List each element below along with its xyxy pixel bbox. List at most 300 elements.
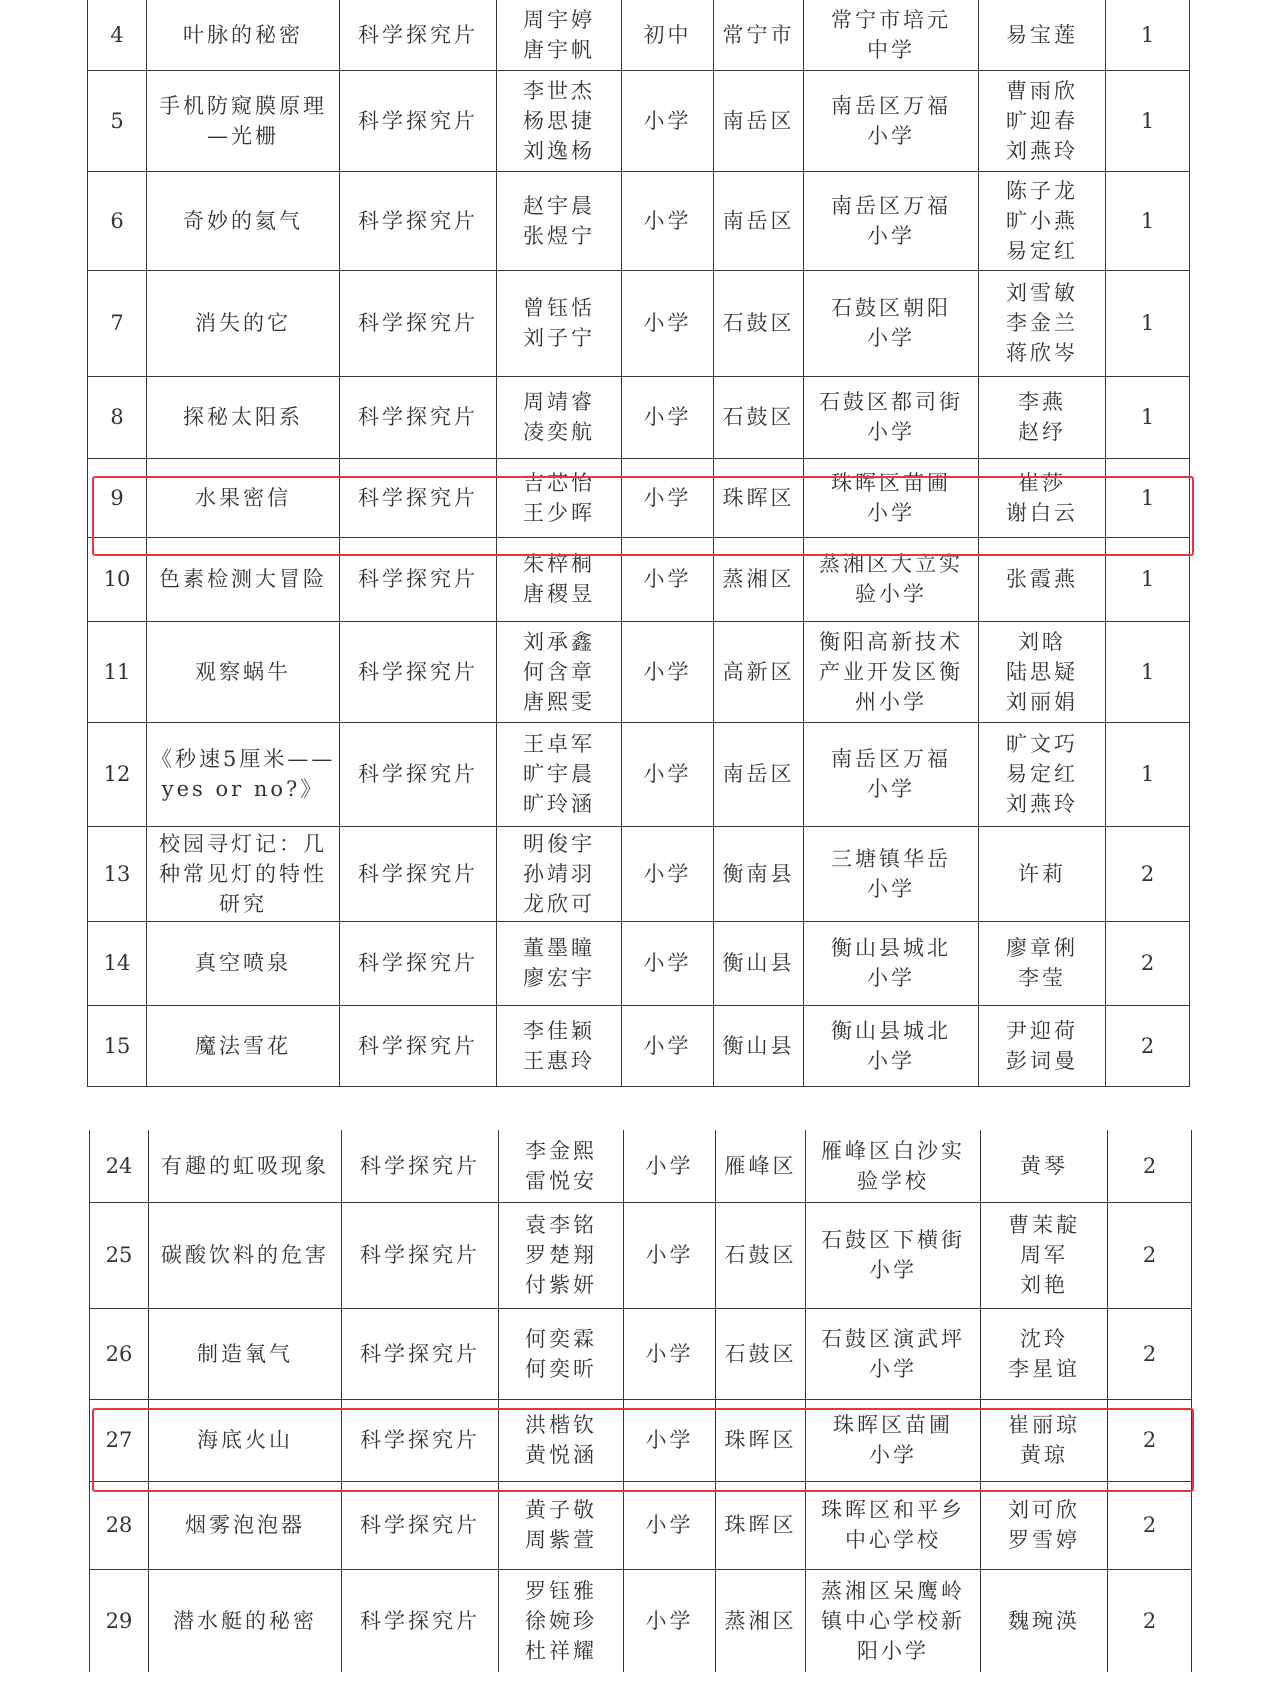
cell-students-line: 黄悦涵 [525,1443,597,1467]
cell-school-line: 珠晖区和平乡 [821,1498,965,1522]
cell-teachers-line: 旷迎春 [1006,108,1078,133]
cell-school-line: 小学 [867,326,915,350]
cell-title-line: 消失的它 [195,311,291,335]
cell-title [147,0,340,70]
cell-level: 小学 [622,537,714,621]
cell-students-line: 唐宇帆 [523,37,595,62]
cell-students-line: 雷悦安 [525,1168,597,1193]
cell-award: 2 [1106,1005,1190,1086]
cell-students-line: 周靖睿 [523,390,595,414]
cell-students [497,621,622,722]
cell-title [149,1399,342,1481]
cell-award: 2 [1108,1569,1192,1672]
cell-number: 10 [88,537,147,621]
cell-category: 科学探究片 [340,171,497,270]
cell-title [147,722,340,826]
cell-students-line: 王惠玲 [523,1048,595,1073]
cell-students [499,1202,624,1308]
cell-category: 科学探究片 [340,376,497,458]
cell-students-line: 孙靖羽 [523,861,595,886]
cell-school [806,1569,981,1672]
cell-students-line: 明俊宇 [523,831,595,856]
cell-district: 高新区 [714,621,804,722]
cell-school [804,1005,979,1086]
cell-number: 4 [88,0,147,70]
cell-school-line: 南岳区万福 [831,93,951,118]
cell-students [499,1308,624,1399]
cell-students-line: 洪楷钦 [525,1413,597,1437]
cell-award: 1 [1106,270,1190,376]
cell-award: 1 [1106,621,1190,722]
cell-title [149,1130,342,1202]
cell-teachers [979,458,1106,537]
table-row [90,1481,1192,1569]
cell-teachers-line: 罗雪婷 [1008,1528,1080,1552]
cell-level: 小学 [624,1399,716,1481]
cell-teachers [981,1202,1108,1308]
cell-school-line: 衡山县城北 [831,1018,951,1043]
cell-teachers-line: 陈子龙 [1006,178,1078,203]
cell-level: 小学 [624,1202,716,1308]
cell-teachers-line: 刘艳 [1020,1273,1068,1297]
cell-title-line: 校园寻灯记：几 [159,831,327,856]
cell-award: 1 [1106,171,1190,270]
cell-title-line: 有趣的虹吸现象 [161,1153,329,1178]
table-row [88,722,1190,826]
cell-students-line: 董墨瞳 [523,936,595,960]
cell-title [149,1308,342,1399]
table-row [88,270,1190,376]
cell-teachers-line: 陆思疑 [1006,659,1078,684]
cell-title [147,826,340,921]
cell-district: 石鼓区 [716,1308,806,1399]
table-row [88,171,1190,270]
cell-school-line: 石鼓区都司街 [819,390,963,414]
cell-title-line: 研究 [219,891,267,916]
cell-teachers [979,376,1106,458]
cell-school-line: 常宁市培元 [831,7,951,32]
cell-teachers-line: 崔莎 [1018,470,1066,495]
cell-school-line: 小学 [867,1048,915,1073]
cell-title [147,376,340,458]
cell-teachers-line: 魏琬渶 [1008,1608,1080,1633]
cell-award: 1 [1106,70,1190,171]
cell-students-line: 赵宇晨 [523,193,595,218]
table-row [90,1202,1192,1308]
cell-students-line: 唐熙雯 [523,689,595,714]
cell-level: 小学 [622,270,714,376]
cell-school-line: 产业开发区衡 [819,659,963,684]
cell-category: 科学探究片 [340,722,497,826]
cell-title-line: 手机防窥膜原理 [159,93,327,118]
cell-category: 科学探究片 [340,0,497,70]
cell-school-line: 小学 [869,1356,917,1381]
cell-teachers-line: 刘燕玲 [1006,138,1078,163]
cell-level: 小学 [622,826,714,921]
cell-school [804,376,979,458]
cell-title [147,921,340,1005]
cell-school [806,1130,981,1202]
cell-title [147,1005,340,1086]
cell-students [499,1569,624,1672]
cell-school-line: 小学 [869,1258,917,1282]
cell-title-line: 种常见灯的特性 [159,861,327,886]
cell-level: 小学 [622,722,714,826]
cell-students [497,722,622,826]
cell-district: 石鼓区 [716,1202,806,1308]
cell-teachers [981,1481,1108,1569]
table-row [88,621,1190,722]
cell-district: 石鼓区 [714,376,804,458]
cell-number: 6 [88,171,147,270]
cell-students-line: 何含章 [523,659,595,684]
cell-award: 2 [1108,1399,1192,1481]
table-row [88,1005,1190,1086]
cell-school-line: 珠晖区苗圃 [831,470,951,495]
cell-level: 小学 [622,376,714,458]
cell-students [497,376,622,458]
cell-teachers [979,70,1106,171]
cell-teachers [981,1569,1108,1672]
cell-number: 24 [90,1130,149,1202]
cell-number: 9 [88,458,147,537]
cell-level: 小学 [622,921,714,1005]
cell-title-line: 真空喷泉 [195,951,291,975]
table-row [90,1399,1192,1481]
cell-title-line: 色素检测大冒险 [159,567,327,591]
awards-table-bottom [89,1130,1192,1672]
cell-students-line: 周紫萱 [525,1528,597,1552]
cell-teachers-line: 廖章俐 [1006,936,1078,960]
cell-students-line: 曾钰恬 [523,296,595,320]
cell-teachers-line: 李星谊 [1008,1356,1080,1381]
cell-teachers-line: 旷文巧 [1006,732,1078,756]
cell-school [804,171,979,270]
cell-school-line: 验学校 [857,1168,929,1193]
cell-number: 8 [88,376,147,458]
cell-category: 科学探究片 [340,621,497,722]
cell-number: 26 [90,1308,149,1399]
cell-students-line: 刘逸杨 [523,138,595,163]
cell-students-line: 李世杰 [523,78,595,103]
cell-teachers [979,1005,1106,1086]
cell-category: 科学探究片 [340,70,497,171]
cell-teachers-line: 刘可欣 [1008,1498,1080,1522]
cell-students [497,537,622,621]
cell-students-line: 王卓军 [523,732,595,756]
cell-school [804,458,979,537]
cell-district: 蒸湘区 [714,537,804,621]
cell-district: 衡山县 [714,1005,804,1086]
cell-title [149,1569,342,1672]
cell-district: 南岳区 [714,722,804,826]
cell-number: 5 [88,70,147,171]
cell-teachers [979,537,1106,621]
cell-school-line: 中学 [867,37,915,62]
table-row [88,376,1190,458]
cell-school-line: 雁峰区白沙实 [821,1138,965,1163]
cell-district: 珠晖区 [714,458,804,537]
cell-school-line: 镇中心学校新 [821,1608,965,1633]
cell-title-line: 魔法雪花 [195,1033,291,1058]
cell-title [149,1481,342,1569]
cell-title [147,621,340,722]
cell-title-line: 碳酸饮料的危害 [161,1243,329,1267]
table-row [88,458,1190,537]
cell-title-line: 奇妙的氦气 [183,208,303,233]
cell-school [806,1308,981,1399]
cell-students-line: 杜祥耀 [525,1638,597,1663]
cell-school-line: 阳小学 [857,1638,929,1663]
cell-category: 科学探究片 [340,826,497,921]
cell-teachers-line: 许莉 [1018,861,1066,886]
cell-title-line: 叶脉的秘密 [183,22,303,47]
cell-category: 科学探究片 [342,1569,499,1672]
cell-teachers-line: 谢白云 [1006,500,1078,525]
cell-school [804,921,979,1005]
cell-category: 科学探究片 [340,270,497,376]
cell-school [804,537,979,621]
cell-students-line: 罗钰雅 [525,1578,597,1603]
cell-students-line: 何奕霖 [525,1326,597,1351]
cell-school-line: 小学 [867,123,915,148]
cell-teachers [979,621,1106,722]
cell-number: 25 [90,1202,149,1308]
cell-teachers-line: 刘丽娟 [1006,689,1078,714]
cell-school-line: 石鼓区下横街 [821,1228,965,1252]
cell-level: 小学 [622,621,714,722]
cell-category: 科学探究片 [340,537,497,621]
cell-students-line: 刘子宁 [523,326,595,350]
cell-students [497,0,622,70]
cell-title-line: 水果密信 [195,485,291,510]
cell-teachers-line: 刘燕玲 [1006,792,1078,816]
cell-level: 初中 [622,0,714,70]
cell-school [804,70,979,171]
cell-school-line: 石鼓区朝阳 [831,296,951,320]
cell-school-line: 三塘镇华岳 [831,846,951,871]
cell-school-line: 小学 [867,500,915,525]
cell-category: 科学探究片 [340,458,497,537]
cell-teachers-line: 黄琴 [1020,1153,1068,1178]
cell-teachers [979,722,1106,826]
cell-teachers-line: 沈玲 [1020,1326,1068,1351]
cell-students [499,1399,624,1481]
cell-school-line: 珠晖区苗圃 [833,1413,953,1437]
cell-level: 小学 [624,1569,716,1672]
cell-award: 2 [1108,1481,1192,1569]
table-row [88,70,1190,171]
cell-school-line: 衡阳高新技术 [819,629,963,654]
cell-school-line: 验小学 [855,582,927,606]
cell-students-line: 朱梓桐 [523,552,595,576]
cell-number: 11 [88,621,147,722]
cell-award: 1 [1106,0,1190,70]
cell-level: 小学 [622,458,714,537]
cell-students-line: 徐婉珍 [525,1608,597,1633]
cell-teachers [979,270,1106,376]
table-row [90,1308,1192,1399]
cell-students-line: 李佳颖 [523,1018,595,1043]
cell-school [806,1399,981,1481]
cell-teachers [979,0,1106,70]
cell-school-line: 南岳区万福 [831,193,951,218]
cell-teachers-line: 黄琼 [1020,1443,1068,1467]
cell-teachers [979,921,1106,1005]
cell-students [497,826,622,921]
cell-school [804,722,979,826]
cell-teachers-line: 李莹 [1018,966,1066,990]
cell-title [147,458,340,537]
cell-level: 小学 [622,70,714,171]
cell-category: 科学探究片 [342,1130,499,1202]
cell-title [147,171,340,270]
cell-level: 小学 [624,1130,716,1202]
cell-students-line: 廖宏宇 [523,966,595,990]
awards-table-top [87,0,1190,1087]
cell-number: 12 [88,722,147,826]
cell-district: 雁峰区 [716,1130,806,1202]
cell-students-line: 袁李铭 [525,1213,597,1237]
cell-teachers-line: 张霞燕 [1006,567,1078,591]
cell-award: 2 [1106,826,1190,921]
cell-number: 7 [88,270,147,376]
cell-school-line: 石鼓区演武坪 [821,1326,965,1351]
cell-school-line: 小学 [867,966,915,990]
cell-school-line: 蒸湘区大立实 [819,552,963,576]
cell-number: 13 [88,826,147,921]
table-row [88,537,1190,621]
cell-teachers-line: 曹茉靛 [1008,1213,1080,1237]
cell-students-line: 旷宇晨 [523,762,595,786]
cell-district: 珠晖区 [716,1481,806,1569]
cell-award: 2 [1108,1202,1192,1308]
cell-teachers-line: 易定红 [1006,238,1078,263]
table-row [90,1130,1192,1202]
cell-students-line: 杨思捷 [523,108,595,133]
cell-students-line: 旷玲涵 [523,792,595,816]
cell-teachers-line: 刘雪敏 [1006,281,1078,305]
cell-school [804,0,979,70]
cell-category: 科学探究片 [340,921,497,1005]
cell-district: 珠晖区 [716,1399,806,1481]
cell-number: 28 [90,1481,149,1569]
cell-students [497,458,622,537]
cell-district: 衡山县 [714,921,804,1005]
cell-title-line: —光栅 [207,123,279,148]
table-row [88,921,1190,1005]
cell-students [499,1481,624,1569]
cell-district: 衡南县 [714,826,804,921]
cell-school [806,1202,981,1308]
cell-students-line: 付紫妍 [525,1273,597,1297]
cell-students-line: 龙欣可 [523,891,595,916]
cell-level: 小学 [622,171,714,270]
cell-number: 14 [88,921,147,1005]
cell-level: 小学 [622,1005,714,1086]
cell-students-line: 吉芯怡 [523,470,595,495]
cell-students [497,70,622,171]
cell-students-line: 唐稷昱 [523,582,595,606]
cell-school-line: 中心学校 [845,1528,941,1552]
cell-students-line: 刘承鑫 [523,629,595,654]
cell-category: 科学探究片 [342,1308,499,1399]
cell-teachers-line: 易定红 [1006,762,1078,786]
cell-district: 南岳区 [714,70,804,171]
cell-category: 科学探究片 [342,1481,499,1569]
cell-teachers-line: 旷小燕 [1006,208,1078,233]
cell-teachers-line: 赵纾 [1018,420,1066,444]
cell-teachers-line: 尹迎荷 [1006,1018,1078,1043]
cell-students [497,171,622,270]
cell-school-line: 小学 [867,420,915,444]
cell-title-line: yes or no?》 [161,777,325,801]
cell-students-line: 张煜宁 [523,223,595,248]
cell-students-line: 李金熙 [525,1138,597,1163]
cell-teachers-line: 彭词曼 [1006,1048,1078,1073]
cell-district: 石鼓区 [714,270,804,376]
cell-teachers-line: 李燕 [1018,390,1066,414]
cell-award: 1 [1106,458,1190,537]
cell-students-line: 黄子敬 [525,1498,597,1522]
cell-teachers-line: 刘晗 [1018,629,1066,654]
cell-students [497,1005,622,1086]
cell-title-line: 探秘太阳系 [183,405,303,429]
cell-district: 南岳区 [714,171,804,270]
cell-school [804,270,979,376]
cell-teachers-line: 蒋欣岑 [1006,341,1078,365]
cell-category: 科学探究片 [342,1202,499,1308]
cell-school-line: 南岳区万福 [831,747,951,771]
cell-award: 2 [1106,921,1190,1005]
cell-students-line: 凌奕航 [523,420,595,444]
cell-teachers [979,171,1106,270]
cell-school-line: 小学 [867,223,915,248]
cell-title [149,1202,342,1308]
cell-number: 15 [88,1005,147,1086]
cell-school-line: 蒸湘区呆鹰岭 [821,1578,965,1603]
cell-number: 27 [90,1399,149,1481]
cell-school [804,826,979,921]
cell-title [147,537,340,621]
cell-students-line: 王少晖 [523,500,595,525]
table-row [88,0,1190,70]
cell-teachers-line: 李金兰 [1006,311,1078,335]
cell-school-line: 衡山县城北 [831,936,951,960]
cell-award: 1 [1106,537,1190,621]
cell-award: 1 [1106,376,1190,458]
cell-students [499,1130,624,1202]
cell-students-line: 周宇婷 [523,7,595,32]
cell-title [147,270,340,376]
cell-title-line: 观察蜗牛 [195,659,291,684]
cell-school-line: 小学 [867,777,915,801]
cell-award: 2 [1108,1308,1192,1399]
cell-teachers [979,826,1106,921]
cell-students [497,270,622,376]
cell-teachers [981,1399,1108,1481]
cell-title-line: 《秒速5厘米—— [151,747,336,771]
cell-students [497,921,622,1005]
cell-level: 小学 [624,1308,716,1399]
cell-teachers [981,1308,1108,1399]
cell-title-line: 海底火山 [197,1428,293,1452]
cell-district: 常宁市 [714,0,804,70]
cell-title-line: 制造氧气 [197,1341,293,1366]
cell-category: 科学探究片 [340,1005,497,1086]
cell-title [147,70,340,171]
cell-category: 科学探究片 [342,1399,499,1481]
